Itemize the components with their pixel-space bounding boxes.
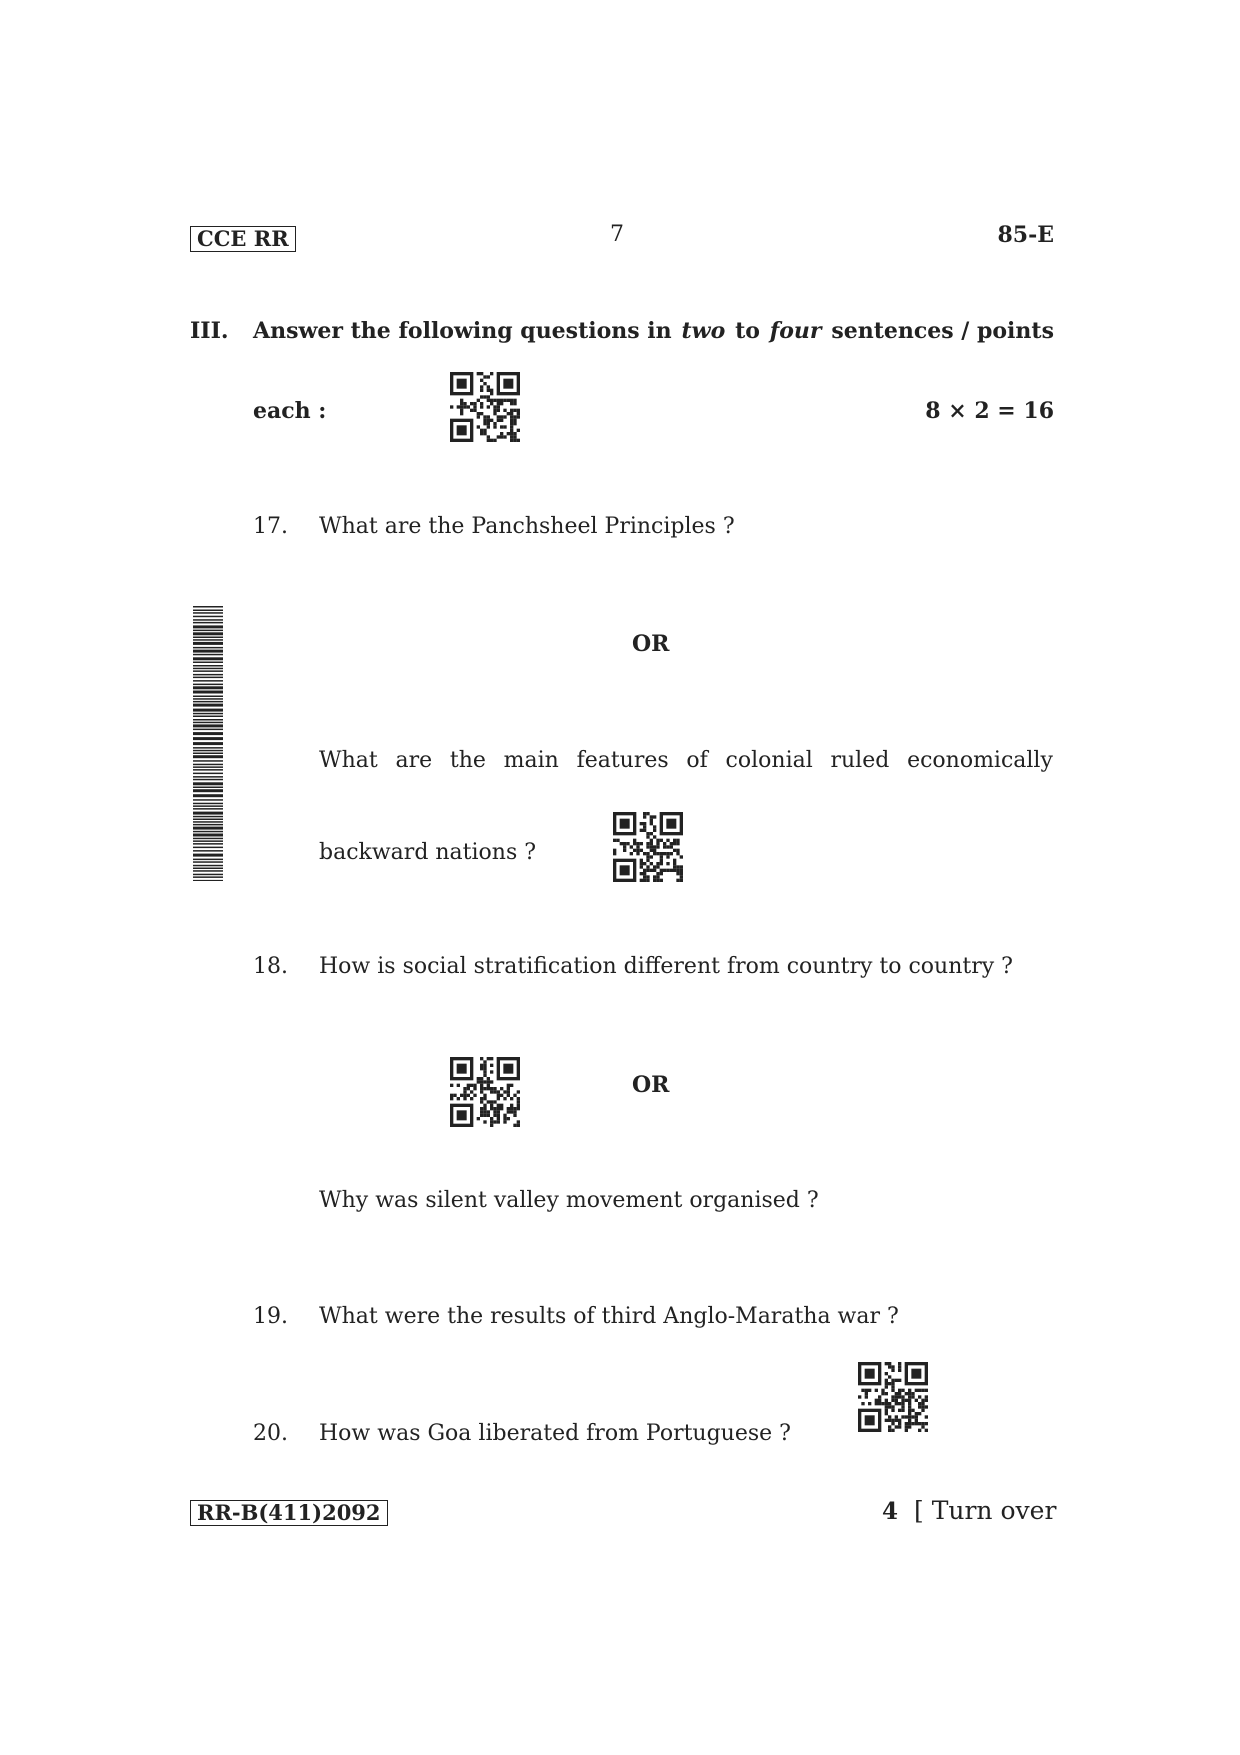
or-label-18: OR [632, 1072, 670, 1098]
instruction-text-2: sentences / points [831, 318, 1054, 344]
question-alt-text-18: Why was silent valley movement organised ? [319, 1188, 819, 1213]
section-instruction [253, 318, 1054, 344]
footer-code: RR-B(411)2092 [197, 1500, 381, 1525]
turn-over-label: [ Turn over [914, 1496, 1057, 1525]
word: What [319, 748, 378, 773]
question-number-20: 20. [253, 1421, 288, 1446]
word: the [449, 748, 486, 773]
section-marks: 8 × 2 = 16 [925, 398, 1054, 424]
word: ruled [830, 748, 890, 773]
footer-page-count: 4 [882, 1498, 899, 1525]
question-alt-line2-17: backward nations ? [319, 840, 537, 865]
question-text-17: What are the Panchsheel Principles ? [319, 514, 735, 539]
header-code: CCE RR [197, 226, 289, 251]
question-number-18: 18. [253, 954, 288, 979]
qr-code-icon [858, 1362, 928, 1432]
qr-code-icon [613, 812, 683, 882]
section-number: III. [190, 318, 229, 344]
instruction-emphasis-two: two [681, 318, 726, 344]
word: economically [907, 748, 1053, 773]
word: main [503, 748, 559, 773]
header-code-box [190, 226, 296, 252]
barcode-icon [193, 606, 223, 881]
footer-code-box [190, 1500, 388, 1526]
word: features [576, 748, 669, 773]
paper-code: 85-E [997, 222, 1054, 248]
or-label-17: OR [632, 631, 670, 657]
instruction-text-1: Answer the following questions in [253, 318, 672, 344]
question-number-19: 19. [253, 1304, 288, 1329]
qr-code-icon [450, 1057, 520, 1127]
page-number: 7 [610, 222, 624, 247]
instruction-text-to: to [735, 318, 760, 344]
qr-code-icon [450, 372, 520, 442]
question-number-17: 17. [253, 514, 288, 539]
instruction-emphasis-four: four [769, 318, 822, 344]
word: colonial [725, 748, 813, 773]
question-text-20: How was Goa liberated from Portuguese ? [319, 1421, 791, 1446]
word: are [395, 748, 433, 773]
word: of [686, 748, 708, 773]
instruction-each: each : [253, 398, 327, 424]
question-alt-line1-17 [319, 748, 1053, 773]
question-text-19: What were the results of third Anglo-Maratha war ? [319, 1304, 899, 1329]
question-text-18: How is social stratification different from country to country ? [319, 954, 1013, 979]
